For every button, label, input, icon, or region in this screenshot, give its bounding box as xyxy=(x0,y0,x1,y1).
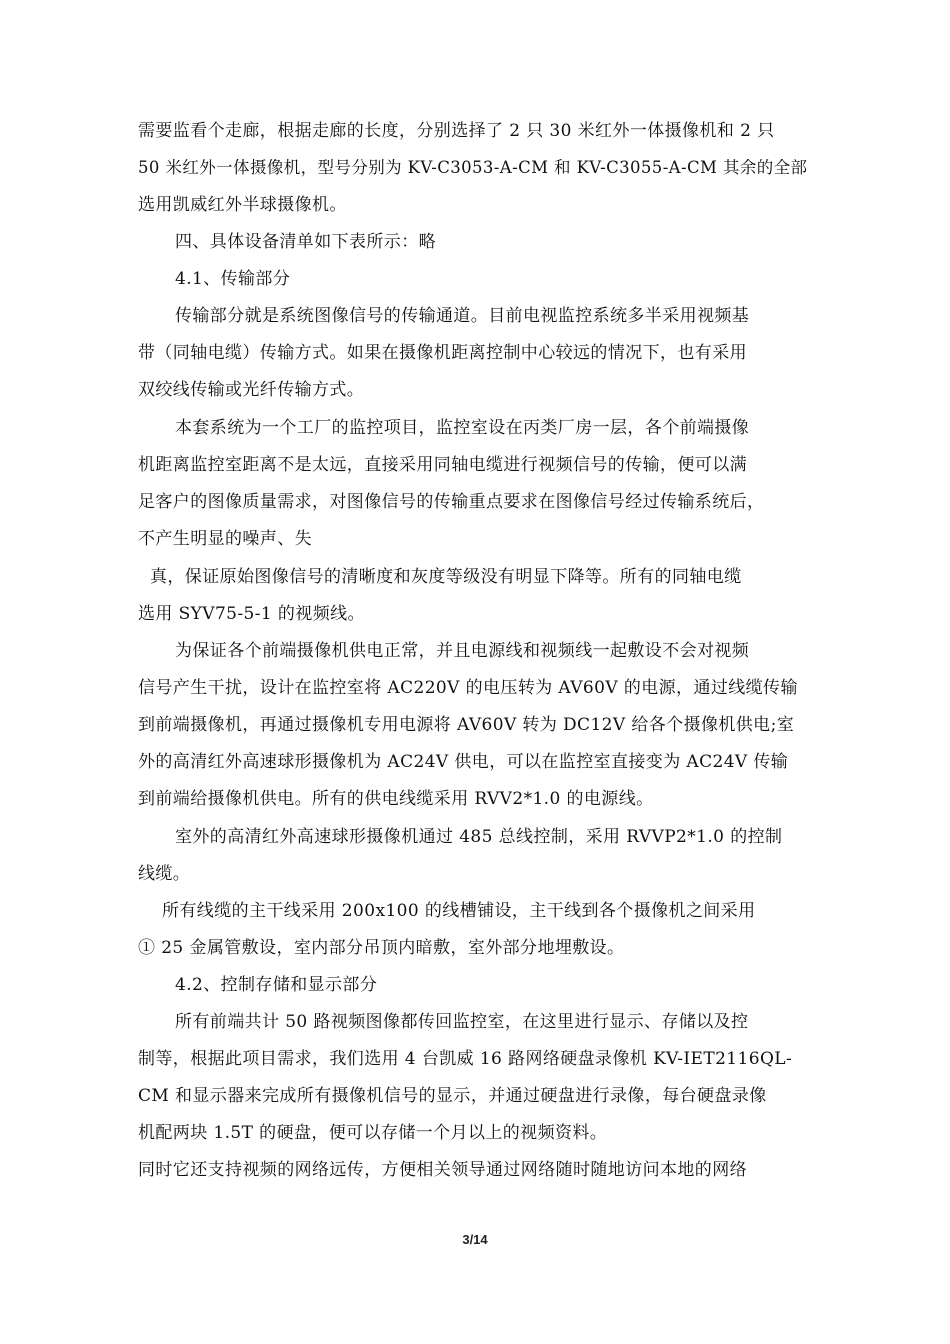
text-line: 到前端摄像机，再通过摄像机专用电源将 AV60V 转为 DC12V 给各个摄像机供电;室 xyxy=(138,715,795,735)
text-line: ① 25 金属管敷设，室内部分吊顶内暗敷，室外部分地埋敷设。 xyxy=(138,938,625,958)
text-line: 为保证各个前端摄像机供电正常，并且电源线和视频线一起敷设不会对视频 xyxy=(175,641,750,661)
text-line: 机距离监控室距离不是太远，直接采用同轴电缆进行视频信号的传输，便可以满 xyxy=(138,455,747,475)
text-line: 双绞线传输或光纤传输方式。 xyxy=(138,380,365,400)
text-line: 机配两块 1.5T 的硬盘，便可以存储一个月以上的视频资料。 xyxy=(138,1123,608,1143)
text-line: 所有线缆的主干线采用 200x100 的线槽铺设，主干线到各个摄像机之间采用 xyxy=(162,901,756,921)
subsection-heading: 4.1、传输部分 xyxy=(175,269,291,289)
text-line: 选用凯威红外半球摄像机。 xyxy=(138,195,347,215)
text-line: 信号产生干扰，设计在监控室将 AC220V 的电压转为 AV60V 的电源，通过线缆传输 xyxy=(138,678,798,698)
text-line: 线缆。 xyxy=(138,864,191,884)
subsection-heading: 4.2、控制存储和显示部分 xyxy=(175,975,378,995)
text-line: 本套系统为一个工厂的监控项目，监控室设在丙类厂房一层，各个前端摄像 xyxy=(175,418,750,438)
text-line: 外的高清红外高速球形摄像机为 AC24V 供电，可以在监控室直接变为 AC24V 传输 xyxy=(138,752,789,772)
text-line: 同时它还支持视频的网络远传，方便相关领导通过网络随时随地访问本地的网络 xyxy=(138,1160,747,1180)
text-line: 室外的高清红外高速球形摄像机通过 485 总线控制，采用 RVVP2*1.0 的控制 xyxy=(175,827,783,847)
page-number: 3/14 xyxy=(462,1232,488,1247)
text-line: 所有前端共计 50 路视频图像都传回监控室，在这里进行显示、存储以及控 xyxy=(175,1012,749,1032)
text-line: 真，保证原始图像信号的清晰度和灰度等级没有明显下降等。所有的同轴电缆 xyxy=(150,567,742,587)
text-line: 50 米红外一体摄像机，型号分别为 KV-C3053-A-CM 和 KV-C3055-A-CM 其余的全部 xyxy=(138,158,808,177)
text-line: 带（同轴电缆）传输方式。如果在摄像机距离控制中心较远的情况下，也有采用 xyxy=(138,343,747,363)
text-line: 传输部分就是系统图像信号的传输通道。目前电视监控系统多半采用视频基 xyxy=(175,306,750,326)
section-heading: 四、具体设备清单如下表所示：略 xyxy=(175,232,436,252)
text-line: 不产生明显的噪声、失 xyxy=(138,529,312,549)
text-line: 需要监看个走廊，根据走廊的长度，分别选择了 2 只 30 米红外一体摄像机和 2 只 xyxy=(138,121,775,141)
text-line: CM 和显示器来完成所有摄像机信号的显示，并通过硬盘进行录像，每台硬盘录像 xyxy=(138,1086,767,1106)
text-line: 制等，根据此项目需求，我们选用 4 台凯威 16 路网络硬盘录像机 KV-IET2116QL- xyxy=(138,1049,793,1069)
text-line: 选用 SYV75-5-1 的视频线。 xyxy=(138,604,365,624)
text-line: 足客户的图像质量需求，对图像信号的传输重点要求在图像信号经过传输系统后， xyxy=(138,492,765,512)
text-line: 到前端给摄像机供电。所有的供电线缆采用 RVV2*1.0 的电源线。 xyxy=(138,789,654,809)
